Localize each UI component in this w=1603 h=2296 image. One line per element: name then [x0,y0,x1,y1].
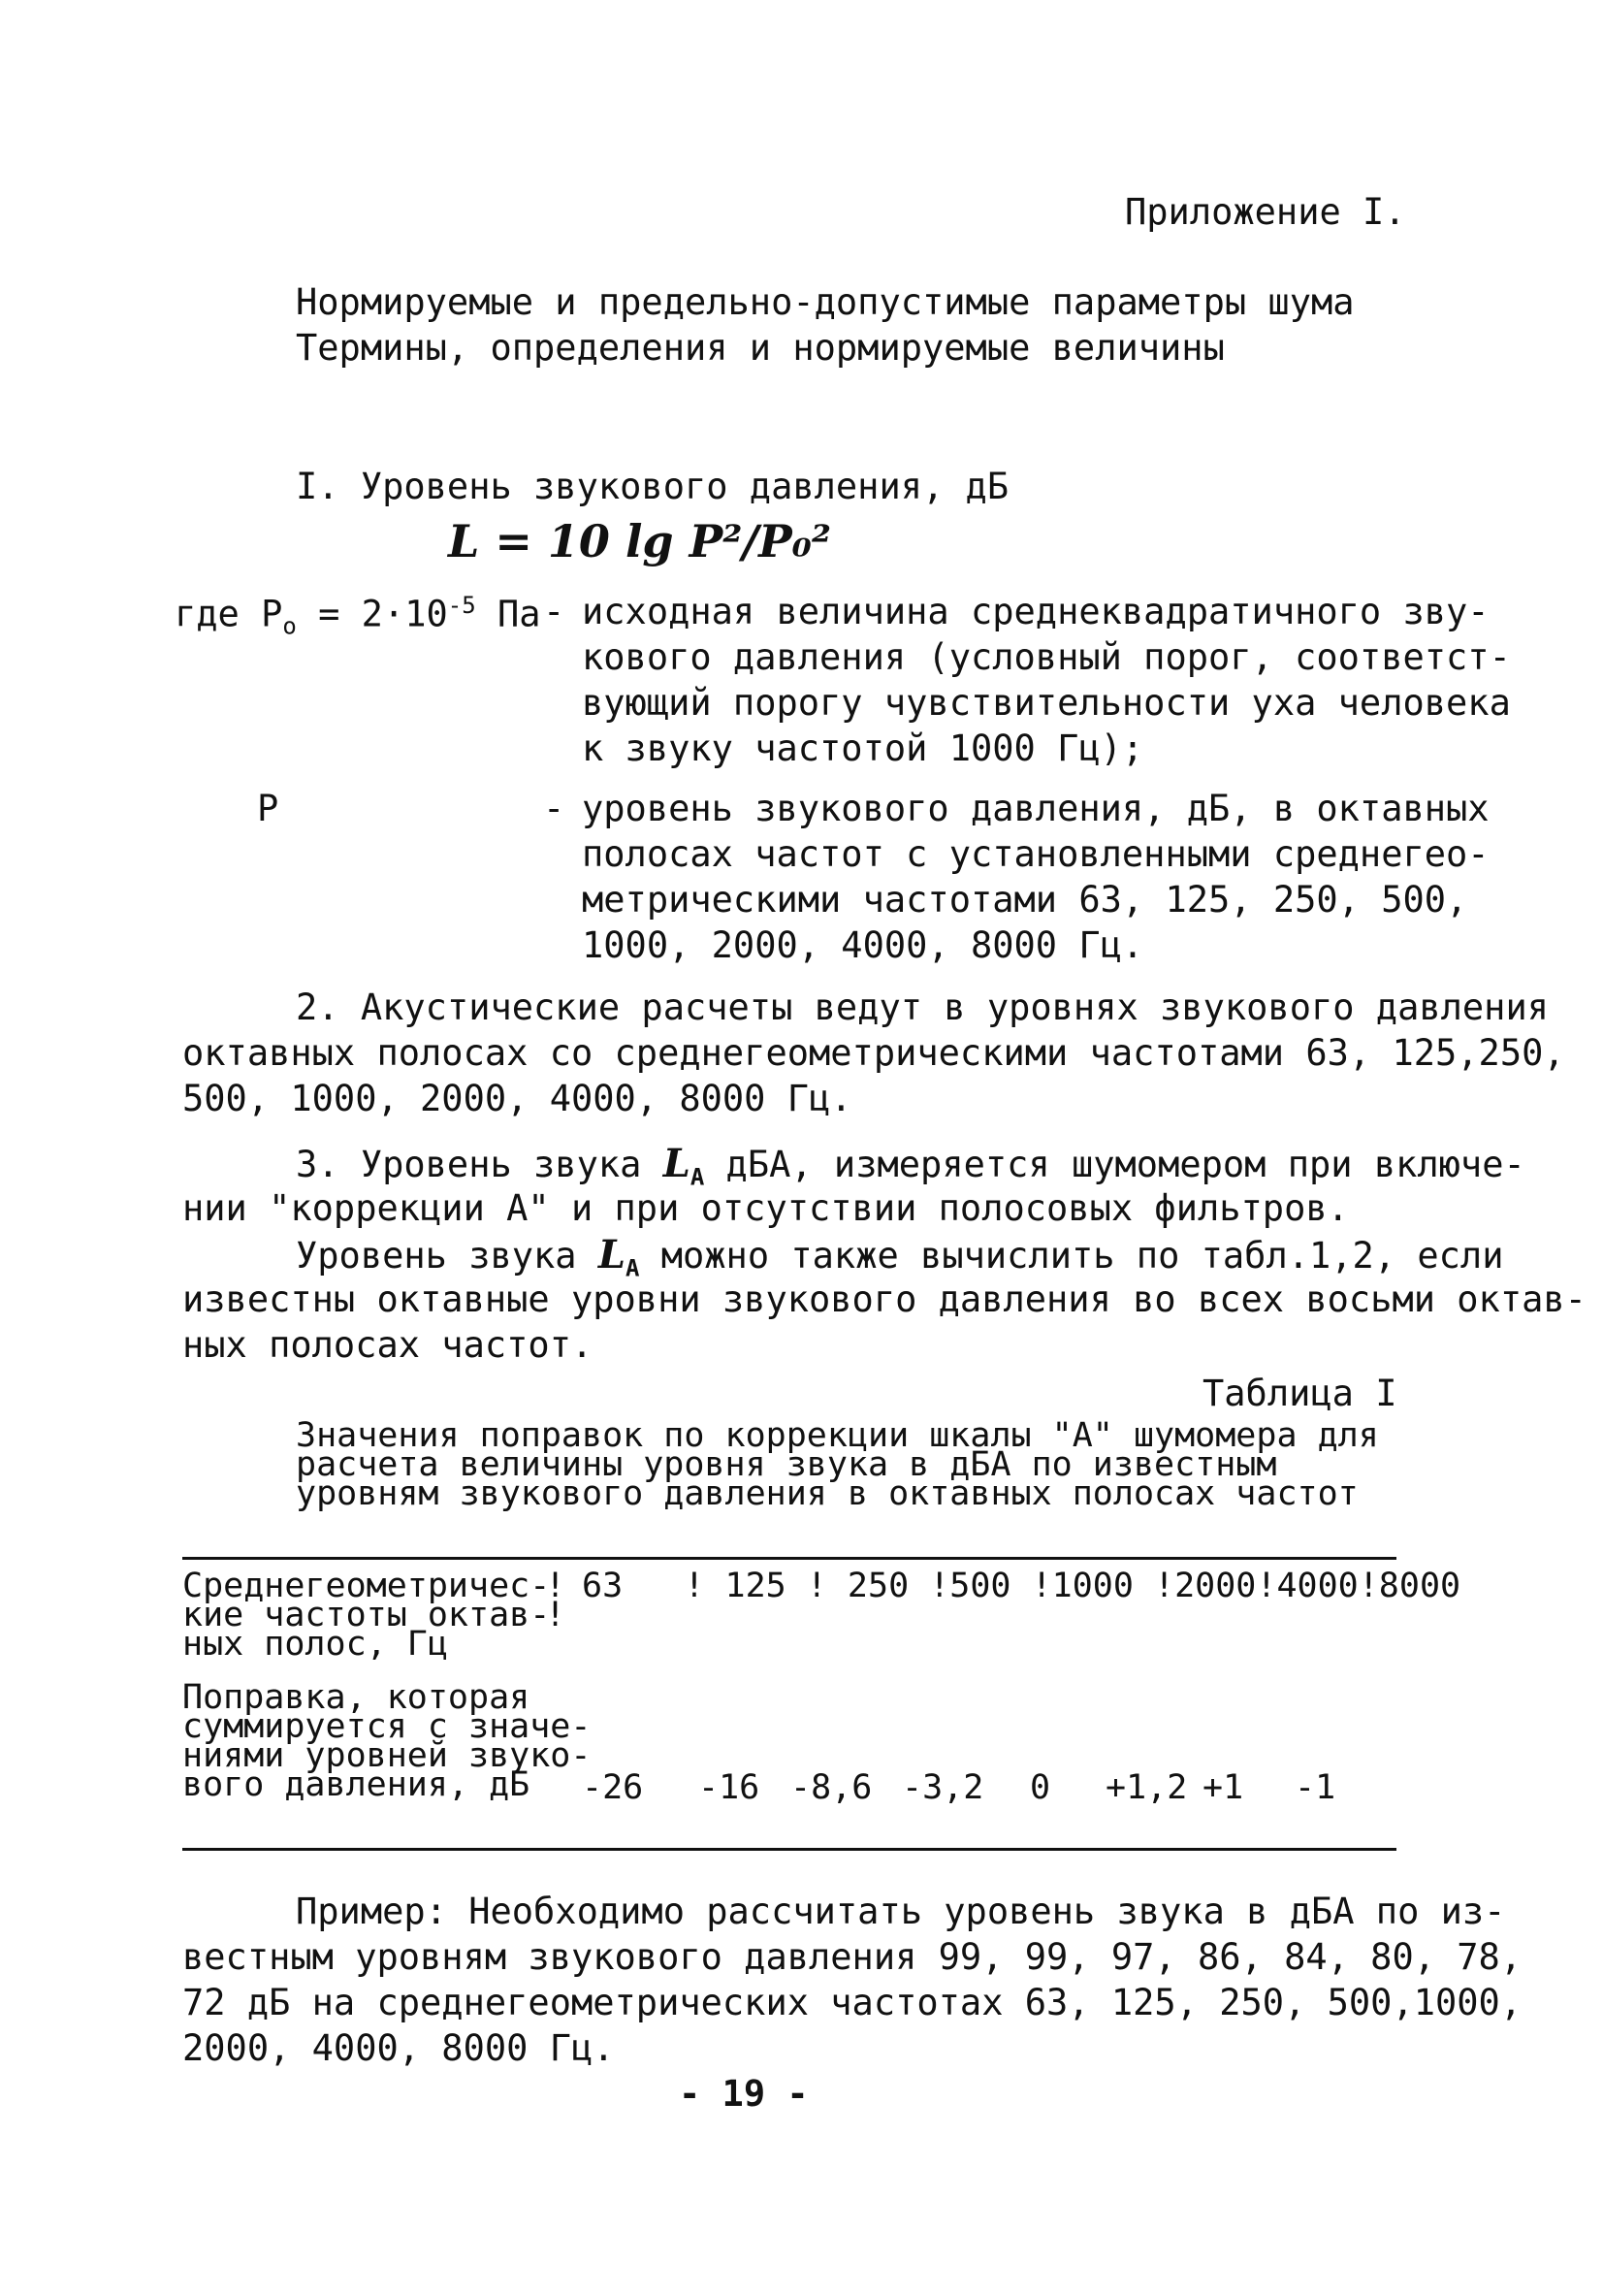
section-1-title: I. Уровень звукового давления, дБ [296,466,1010,507]
correction-500: -3,2 [902,1768,984,1807]
p0-definition: где $P_o = 2\cdot 10^{-5}$ Па [175,592,541,640]
table-label: Таблица I [1202,1373,1397,1414]
correction-250: -8,6 [790,1768,873,1807]
section-2-line-3: 500, 1000, 2000, 4000, 8000 Гц. [182,1078,852,1119]
row1-header-3: ных полос, Гц [182,1625,448,1664]
correction-63: -26 [582,1768,644,1807]
correction-8000: -1 [1295,1768,1336,1807]
correction-1000: 0 [1030,1768,1051,1807]
section-3-line-5: ных полосах частот. [182,1324,593,1366]
correction-125: -16 [698,1768,760,1807]
p0-desc-3: вующий порогу чувствительности уха человека [582,682,1511,724]
row2-header-4: вого давления, дБ [182,1765,530,1804]
correction-4000: +1 [1202,1768,1244,1807]
table-caption-2: расчета величины уровня звука в дБА по известным [296,1445,1277,1484]
p-desc-3: метрическими частотами 63, 125, 250, 500, [582,879,1468,921]
p0-desc-4: к звуку частотой 1000 Гц); [582,728,1144,769]
example-line-1: Пример: Необходимо рассчитать уровень звука в дБА по из- [296,1891,1506,1932]
row2-header-2: суммируется с значе- [182,1707,592,1746]
la-symbol: L [662,1141,690,1186]
row1-header-1: Среднегеометричес- [182,1567,551,1605]
row1-header-2: кие частоты октав- [182,1596,551,1634]
table-bottom-rule [182,1848,1396,1851]
section-2-line-1: 2. Акустические расчеты ведут в уровнях звукового давления [296,986,1550,1028]
row2-header-3: ниями уровней звуко- [182,1736,592,1775]
correction-2000: +1,2 [1106,1768,1188,1807]
example-line-3: 72 дБ на среднегеометрических частотах 63, 125, 250, 500,1000, [182,1982,1523,2023]
section-3-line-3: Уровень звука $L_A$ можно также вычислить по табл.1,2, если [296,1232,1504,1282]
p0-desc-2: кового давления (условный порог, соответст- [582,636,1511,678]
example-line-4: 2000, 4000, 8000 Гц. [182,2027,615,2069]
la-symbol: L [597,1232,625,1277]
table-top-rule [182,1557,1396,1560]
section-3-line-1: 3. Уровень звука $L_A$ дБА, измеряется шумомером при включе- [296,1141,1525,1191]
heading-line-1: Нормируемые и предельно-допустимые параметры шума [296,281,1355,323]
heading-line-2: Термины, определения и нормируемые величины [296,327,1225,369]
row2-header-1: Поправка, которая [182,1678,530,1717]
p-desc-2: полосах частот с установленными среднегео- [582,833,1490,875]
table-caption-3: уровням звукового давления в октавных полосах частот [296,1474,1359,1513]
separator-1: ! [545,1567,566,1605]
p-symbol: P [257,788,279,829]
page-number: - 19 - [679,2073,809,2115]
p-desc-4: 1000, 2000, 4000, 8000 Гц. [582,924,1144,966]
section-2-line-2: октавных полосах со среднегеометрическими частотами 63, 125,250, [182,1032,1565,1074]
dash-1: - [543,591,565,632]
section-3-line-4: известны октавные уровни звукового давления во всех восьми октав- [182,1278,1587,1320]
handwritten-formula: L = 10 lg P²/P₀² [448,515,832,567]
p-desc-1: уровень звукового давления, дБ, в октавных [582,788,1490,829]
table-caption-1: Значения поправок по коррекции шкалы "А" шумомера для [296,1416,1379,1455]
example-line-2: вестным уровням звукового давления 99, 99, 97, 86, 84, 80, 78, [182,1936,1523,1978]
separator-2: ! [545,1596,566,1634]
appendix-label: Приложение I. [1125,191,1406,233]
p0-desc-1: исходная величина среднеквадратичного зву- [582,591,1490,632]
section-3-line-2: нии "коррекции А" и при отсутствии полосовых фильтров. [182,1187,1349,1229]
dash-2: - [543,788,565,829]
frequencies-line: 63 ! 125 ! 250 !500 !1000 !2000!4000!8000 [582,1567,1461,1605]
